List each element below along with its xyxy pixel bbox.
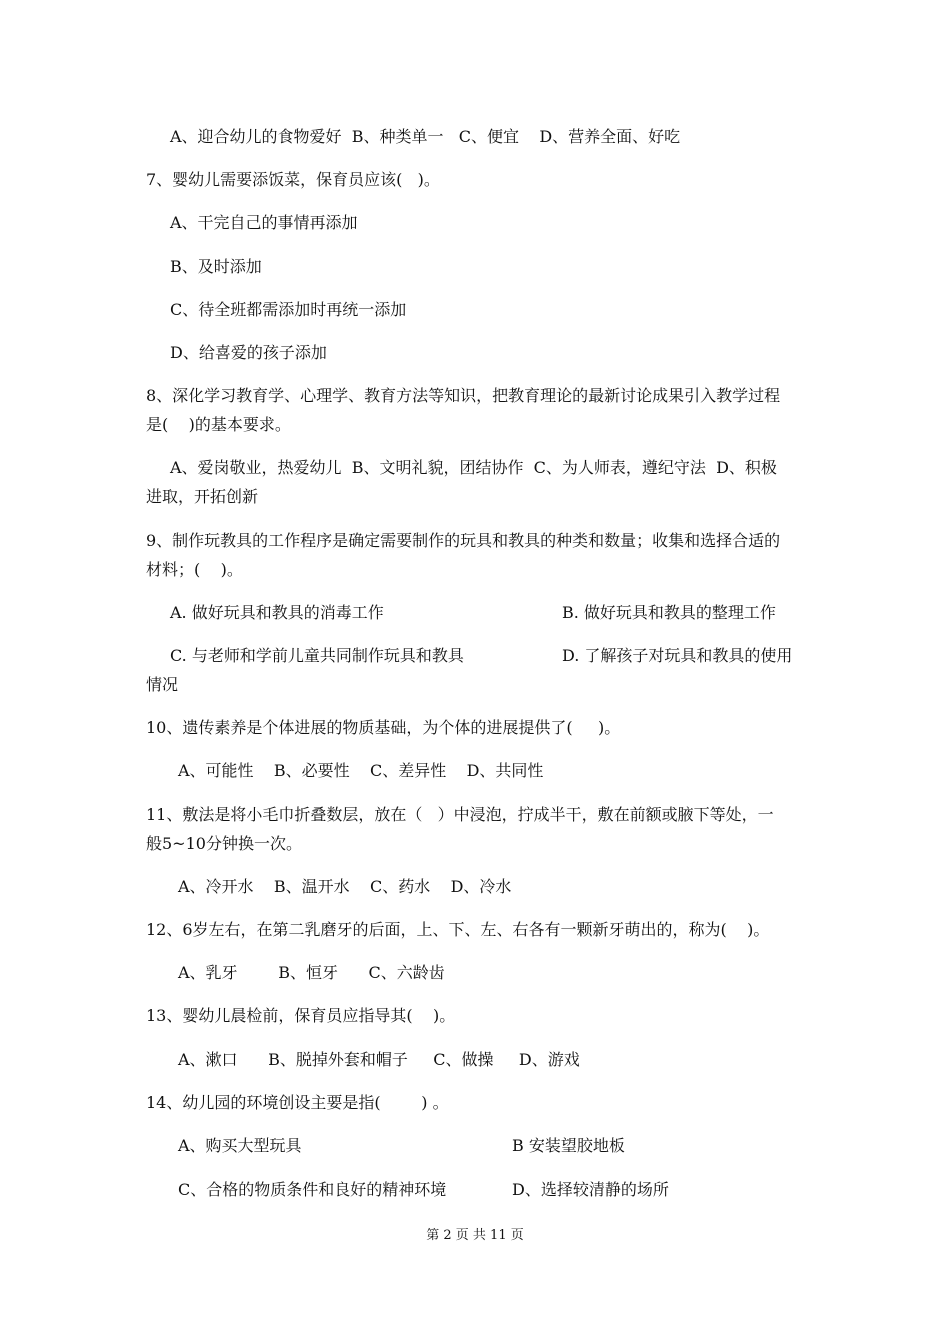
q7-option-d: D、给喜爱的孩子添加 xyxy=(170,343,327,362)
q10-options: A、可能性 B、必要性 C、差异性 D、共同性 xyxy=(178,761,544,780)
q6-options: A、迎合幼儿的食物爱好 B、种类单一 C、便宜 D、营养全面、好吃 xyxy=(170,127,681,146)
q8-stem-line1: 8、深化学习教育学、心理学、教育方法等知识，把教育理论的最新讨论成果引入教学过程 xyxy=(146,386,781,405)
q8-stem-line2: 是( )的基本要求。 xyxy=(146,415,291,434)
q14-stem: 14、幼儿园的环境创设主要是指( ) 。 xyxy=(146,1093,449,1112)
q14-option-c: C、合格的物质条件和良好的精神环境 xyxy=(178,1180,447,1199)
q9-option-c: C. 与老师和学前儿童共同制作玩具和教具 xyxy=(170,646,464,665)
q9-option-b: B. 做好玩具和教具的整理工作 xyxy=(562,603,776,622)
q8-options-line2: 进取，开拓创新 xyxy=(146,487,259,506)
q13-options: A、漱口 B、脱掉外套和帽子 C、做操 D、游戏 xyxy=(178,1050,580,1069)
q14-option-d: D、选择较清静的场所 xyxy=(512,1180,669,1199)
q9-stem-line2: 材料；( )。 xyxy=(146,560,243,579)
page-number-footer: 第 2 页 共 11 页 xyxy=(426,1228,524,1243)
q7-option-b: B、及时添加 xyxy=(170,257,262,276)
q10-stem: 10、遗传素养是个体进展的物质基础，为个体的进展提供了( )。 xyxy=(146,718,621,737)
q12-stem: 12、6岁左右，在第二乳磨牙的后面，上、下、左、右各有一颗新牙萌出的，称为( )。 xyxy=(146,920,770,939)
q11-options: A、冷开水 B、温开水 C、药水 D、冷水 xyxy=(178,877,512,896)
q14-option-a: A、购买大型玩具 xyxy=(178,1136,302,1155)
q9-option-a: A. 做好玩具和教具的消毒工作 xyxy=(170,603,384,622)
q9-option-d-cont: 情况 xyxy=(146,675,179,694)
q7-option-c: C、待全班都需添加时再统一添加 xyxy=(170,300,407,319)
q12-options: A、乳牙 B、恒牙 C、六龄齿 xyxy=(178,963,445,982)
q7-option-a: A、干完自己的事情再添加 xyxy=(170,213,358,232)
q11-stem-line1: 11、敷法是将小毛巾折叠数层，放在（ ）中浸泡，拧成半干，敷在前额或腋下等处，一 xyxy=(146,805,774,824)
q7-stem: 7、婴幼儿需要添饭菜，保育员应该( )。 xyxy=(146,170,440,189)
q9-stem-line1: 9、制作玩教具的工作程序是确定需要制作的玩具和教具的种类和数量；收集和选择合适的 xyxy=(146,531,781,550)
q9-option-d: D. 了解孩子对玩具和教具的使用 xyxy=(562,646,793,665)
q13-stem: 13、婴幼儿晨检前，保育员应指导其( )。 xyxy=(146,1006,456,1025)
q8-options-line1: A、爱岗敬业，热爱幼儿 B、文明礼貌，团结协作 C、为人师表，遵纪守法 D、积极 xyxy=(170,458,777,477)
q11-stem-line2: 般5~10分钟换一次。 xyxy=(146,834,302,853)
q14-option-b: B 安装望胶地板 xyxy=(512,1136,625,1155)
